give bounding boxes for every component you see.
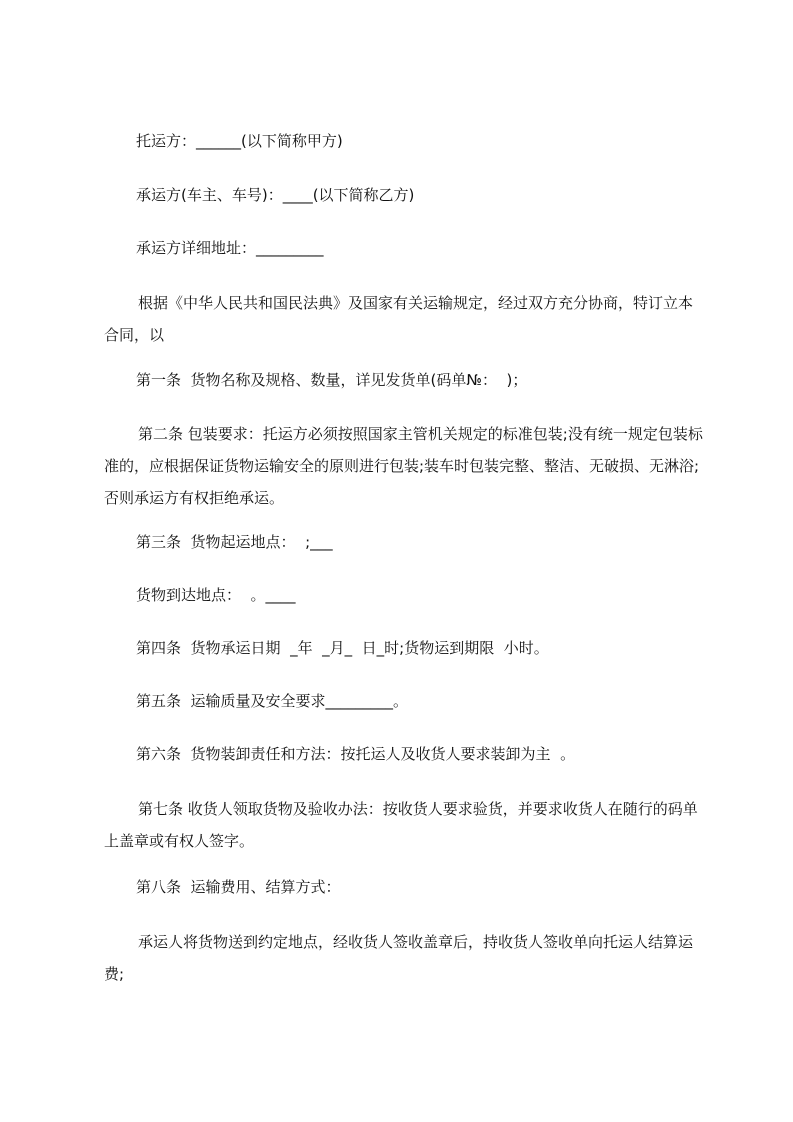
shipper-field: 托运方：______(以下简称甲方) xyxy=(136,132,343,150)
article-8: 第八条 运输费用、结算方式： xyxy=(136,878,341,896)
article-8-detail: 承运人将货物送到约定地点，经收货人签收盖章后，持收货人签收单向托运人结算运费; xyxy=(104,933,694,983)
carrier-field: 承运方(车主、车号)：____(以下简称乙方) xyxy=(136,186,415,204)
article-7: 第七条 收货人领取货物及验收办法：按收货人要求验货，并要求收货人在随行的码单上盖章或有权人签字。 xyxy=(104,800,698,850)
article-2: 第二条 包装要求：托运方必须按照国家主管机关规定的标准包装;没有统一规定包装标准的，应根据保证货物运输安全的原则进行包装;装车时包装完整、整洁、无破损、无淋浴;否则承运方有权拒绝承运。 xyxy=(104,425,703,507)
preamble-paragraph: 根据《中华人民共和国民法典》及国家有关运输规定，经过双方充分协商，特订立本合同，以 xyxy=(104,294,694,344)
article-3-destination: 货物到达地点： 。____ xyxy=(136,586,296,604)
article-5: 第五条 运输质量及安全要求_________。 xyxy=(136,692,409,710)
article-6: 第六条 货物装卸责任和方法：按托运人及收货人要求装卸为主 。 xyxy=(136,745,576,763)
article-1: 第一条 货物名称及规格、数量，详见发货单(码单№： )； xyxy=(136,371,528,389)
article-4: 第四条 货物承运日期 _年 _月_ 日_时;货物运到期限 小时。 xyxy=(136,639,549,657)
carrier-address-field: 承运方详细地址：_________ xyxy=(136,239,324,257)
article-3: 第三条 货物起运地点： ;___ xyxy=(136,533,333,551)
